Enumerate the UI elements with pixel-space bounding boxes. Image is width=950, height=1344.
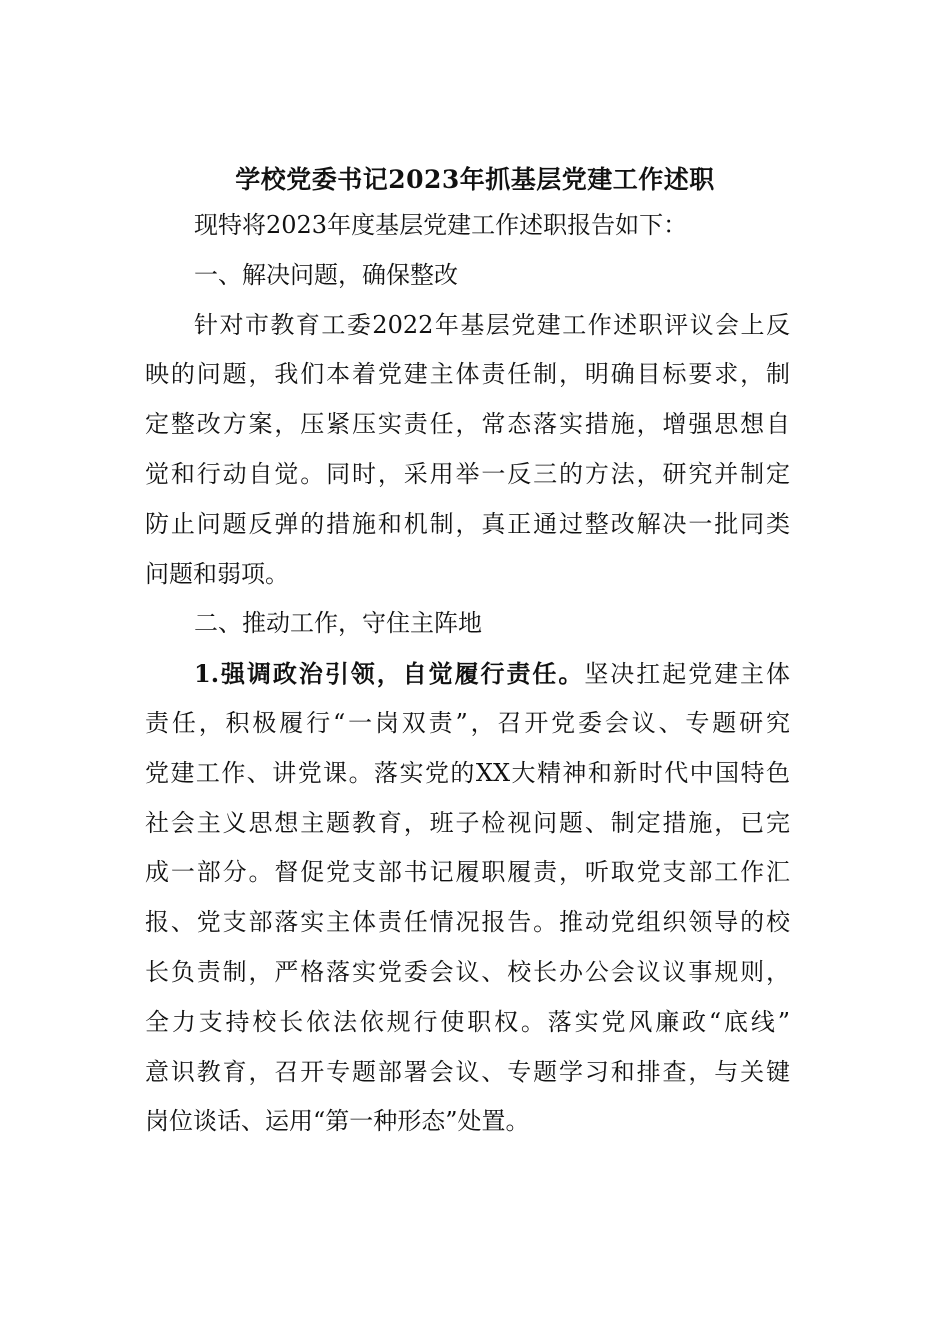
paragraph-line: 映的问题，我们本着党建主体责任制，明确目标要求，制 [145, 360, 790, 389]
section-1-paragraph [145, 301, 790, 600]
item-1-text: 坚决扛起党建主体 [584, 660, 791, 689]
paragraph-line: 成一部分。督促党支部书记履职履责，听取党支部工作汇 [145, 858, 790, 887]
intro-paragraph: 现特将2023年度基层党建工作述职报告如下： [194, 211, 688, 239]
paragraph-line: 报、党支部落实主体责任情况报告。推动党组织领导的校 [145, 908, 790, 937]
section-2-item-1-paragraph [145, 649, 790, 1147]
paragraph-line: 定整改方案，压紧压实责任，常态落实措施，增强思想自 [145, 410, 790, 439]
document-body [145, 201, 790, 1147]
paragraph-line: 党建工作、讲党课。落实党的XX大精神和新时代中国特色 [145, 758, 790, 787]
paragraph-line: 责任，积极履行“一岗双责”，召开党委会议、专题研究 [145, 708, 790, 737]
paragraph-line: 觉和行动自觉。同时，采用举一反三的方法，研究并制定 [145, 459, 790, 488]
paragraph-line: 岗位谈话、运用“第一种形态”处置。 [145, 1107, 530, 1136]
paragraph-line: 社会主义思想主题教育，班子检视问题、制定措施，已完 [145, 808, 790, 837]
document-title: 学校党委书记2023年抓基层党建工作述职 [235, 165, 715, 194]
paragraph-line: 长负责制，严格落实党委会议、校长办公会议议事规则， [145, 957, 790, 986]
item-1-bold-lead: 1.强调政治引领，自觉履行责任。 [194, 659, 585, 689]
paragraph-line: 防止问题反弹的措施和机制，真正通过整改解决一批同类 [145, 509, 790, 538]
section-2-heading: 二、推动工作，守住主阵地 [194, 609, 482, 638]
section-1-heading: 一、解决问题，确保整改 [194, 260, 458, 289]
paragraph-line: 问题和弱项。 [145, 559, 289, 588]
paragraph-line [145, 649, 790, 699]
paragraph-line: 意识教育，召开专题部署会议、专题学习和排查，与关键 [145, 1057, 790, 1086]
paragraph-line: 针对市教育工委2022年基层党建工作述职评议会上反 [194, 310, 790, 339]
paragraph-line: 全力支持校长依法依规行使职权。落实党风廉政“底线” [145, 1007, 790, 1036]
